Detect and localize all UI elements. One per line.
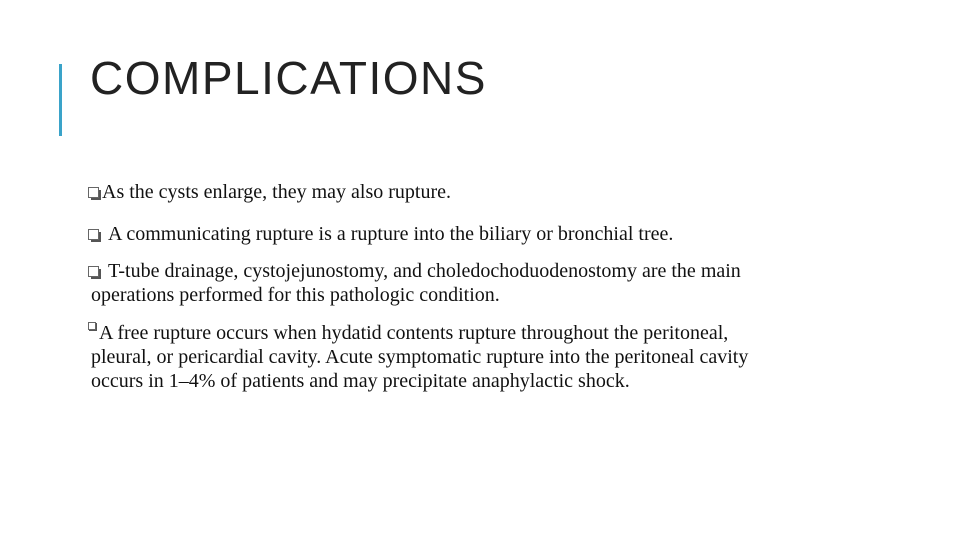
title-accent-bar [59,64,62,136]
bullet-item [88,321,848,393]
bullet-line: operations performed for this pathologic condition. [91,284,500,306]
bullet-line: pleural, or pericardial cavity. Acute symptomatic rupture into the peritoneal cavity [91,346,749,368]
bullet-line: T-tube drainage, cystojejunostomy, and choledochoduodenostomy are the main [108,260,741,282]
bullet-line: A communicating rupture is a rupture into the biliary or bronchial tree. [108,223,674,245]
checkbox-square-icon [88,187,99,198]
bullet-item [88,180,848,204]
checkbox-square-icon [88,229,99,240]
checkbox-square-icon [88,322,96,330]
bullet-line: A free rupture occurs when hydatid contents rupture throughout the peritoneal, [99,322,729,344]
bullet-line: As the cysts enlarge, they may also rupture. [102,181,451,203]
slide-title: COMPLICATIONS [90,52,487,104]
checkbox-square-icon [88,266,99,277]
bullet-item [88,259,848,307]
bullet-line: occurs in 1–4% of patients and may precipitate anaphylactic shock. [91,370,630,392]
bullet-item [88,222,848,246]
